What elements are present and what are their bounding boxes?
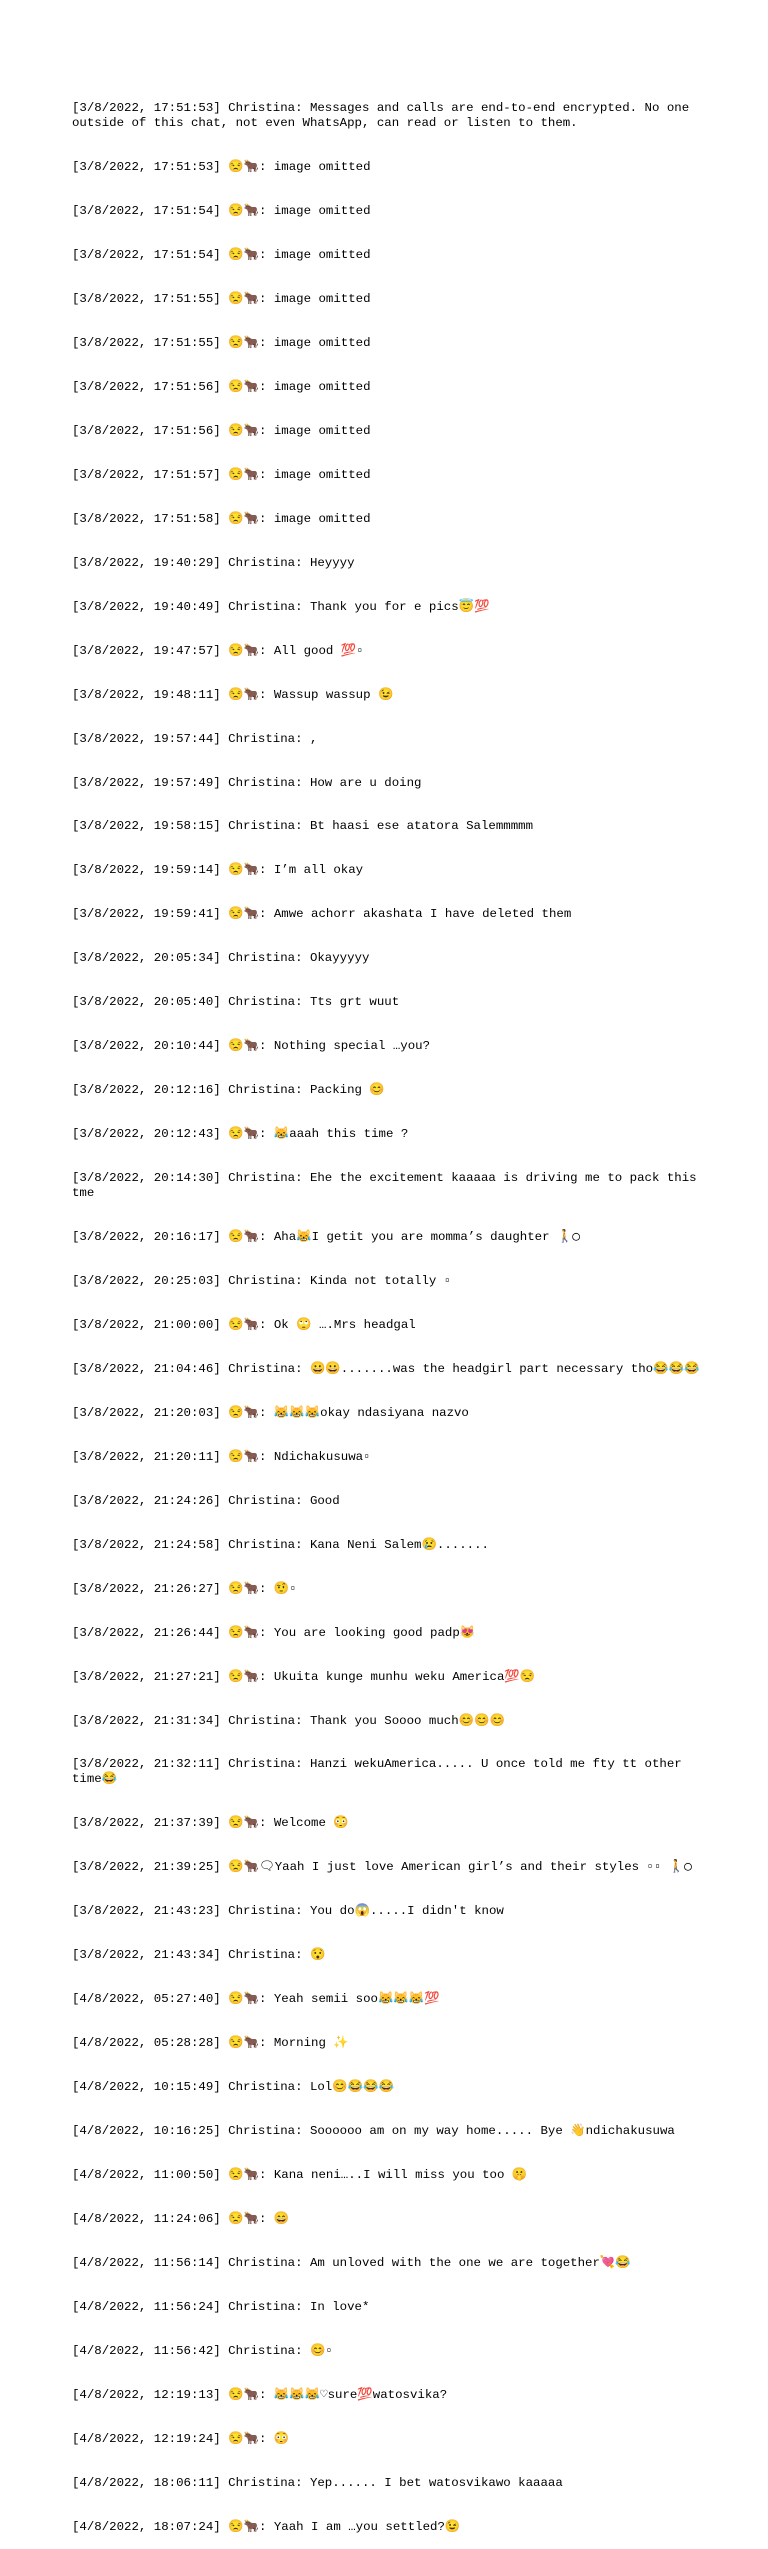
chat-line: [3/8/2022, 20:12:16] Christina: Packing 😊 xyxy=(72,1083,385,1098)
chat-line: [3/8/2022, 21:43:34] Christina: 😯 xyxy=(72,1948,326,1962)
chat-line: [3/8/2022, 21:04:46] Christina: 😀😀.......was the headgirl part necessary tho😂😂😂 xyxy=(72,1361,700,1376)
chat-line: [3/8/2022, 21:32:11] Christina: Hanzi wekuAmerica..... U once told me fty tt other time😂 xyxy=(72,1757,690,1787)
chat-line: [4/8/2022, 05:28:28] 😒🐂: Morning ✨ xyxy=(72,2035,349,2050)
chat-line: [3/8/2022, 17:51:54] 😒🐂: image omitted xyxy=(72,247,371,262)
chat-line: [3/8/2022, 21:24:26] Christina: Good xyxy=(72,1493,340,1508)
chat-line: [4/8/2022, 10:15:49] Christina: Lol😊😂😂😂 xyxy=(72,2079,394,2094)
chat-line: [3/8/2022, 21:00:00] 😒🐂: Ok 🙄 ….Mrs headgal xyxy=(72,1317,416,1332)
chat-line: [3/8/2022, 21:39:25] 😒🐂🗨Yaah I just love American girl’s and their styles ▫▫ 🚶◯ xyxy=(72,1860,692,1875)
chat-line: [3/8/2022, 20:16:17] 😒🐂: Aha😹I getit you are momma’s daughter 🚶◯ xyxy=(72,1229,580,1244)
chat-line: [4/8/2022, 11:00:50] 😒🐂: Kana neni…..I will miss you too 🤫 xyxy=(72,2167,528,2182)
chat-line: [3/8/2022, 19:40:49] Christina: Thank you for e pics😇💯 xyxy=(72,599,490,614)
chat-line: [4/8/2022, 11:56:14] Christina: Am unloved with the one we are together💘😂 xyxy=(72,2255,631,2270)
chat-line: [3/8/2022, 17:51:55] 😒🐂: image omitted xyxy=(72,291,371,306)
chat-line: [3/8/2022, 17:51:56] 😒🐂: image omitted xyxy=(72,379,371,394)
chat-line: [3/8/2022, 19:58:15] Christina: Bt haasi ese atatora Salemmmmm xyxy=(72,819,534,834)
chat-line: [3/8/2022, 19:57:44] Christina: , xyxy=(72,731,318,746)
chat-line: [4/8/2022, 12:19:24] 😒🐂: 😳 xyxy=(72,2431,290,2446)
chat-line: [3/8/2022, 21:26:27] 😒🐂: 🤨▫ xyxy=(72,1581,297,1596)
chat-line: [3/8/2022, 20:12:43] 😒🐂: 😹aaah this time ? xyxy=(72,1127,409,1142)
chat-line: [3/8/2022, 20:10:44] 😒🐂: Nothing special …you? xyxy=(72,1039,431,1054)
chat-line: [3/8/2022, 17:51:53] Christina: Messages and calls are end-to-end encrypted. No one outside of this chat, not even WhatsApp, can read or listen to them. xyxy=(72,101,697,130)
chat-line: [3/8/2022, 17:51:55] 😒🐂: image omitted xyxy=(72,335,371,350)
chat-line: [4/8/2022, 18:07:24] 😒🐂: Yaah I am …you settled?😉 xyxy=(72,2519,461,2534)
chat-transcript xyxy=(72,72,712,2549)
chat-line: [4/8/2022, 12:19:13] 😒🐂: 😹😹😹♡sure💯watosvika? xyxy=(72,2387,448,2402)
chat-line: [3/8/2022, 19:59:14] 😒🐂: I’m all okay xyxy=(72,863,364,878)
chat-line: [3/8/2022, 21:37:39] 😒🐂: Welcome 😳 xyxy=(72,1816,349,1831)
chat-line: [3/8/2022, 21:26:44] 😒🐂: You are looking good padp😻 xyxy=(72,1625,476,1640)
chat-line: [3/8/2022, 21:27:21] 😒🐂: Ukuita kunge munhu weku America💯😒 xyxy=(72,1669,536,1684)
chat-line: [4/8/2022, 18:06:11] Christina: Yep...... I bet watosvikawo kaaaaa xyxy=(72,2475,563,2490)
chat-line: [3/8/2022, 20:25:03] Christina: Kinda not totally ▫ xyxy=(72,1273,452,1288)
chat-line: [3/8/2022, 21:20:03] 😒🐂: 😹😹😹okay ndasiyana nazvo xyxy=(72,1405,469,1420)
chat-line: [4/8/2022, 11:56:24] Christina: In love* xyxy=(72,2299,370,2314)
chat-line: [4/8/2022, 11:56:42] Christina: 😊▫ xyxy=(72,2343,333,2358)
chat-line: [3/8/2022, 17:51:56] 😒🐂: image omitted xyxy=(72,423,371,438)
chat-line: [3/8/2022, 17:51:54] 😒🐂: image omitted xyxy=(72,203,371,218)
chat-line: [3/8/2022, 20:14:30] Christina: Ehe the excitement kaaaaa is driving me to pack this tme xyxy=(72,1171,705,1200)
chat-line: [4/8/2022, 05:27:40] 😒🐂: Yeah semii soo😹😹😹💯 xyxy=(72,1991,440,2006)
chat-line: [3/8/2022, 19:40:29] Christina: Heyyyy xyxy=(72,555,355,570)
chat-line: [4/8/2022, 10:16:25] Christina: Soooooo am on my way home..... Bye 👋ndichakusuwa xyxy=(72,2123,675,2138)
chat-line: [3/8/2022, 21:43:23] Christina: You do😱.....I didn't know xyxy=(72,1904,504,1919)
chat-line: [3/8/2022, 21:20:11] 😒🐂: Ndichakusuwa▫ xyxy=(72,1449,371,1464)
chat-line: [3/8/2022, 21:31:34] Christina: Thank you Soooo much😊😊😊 xyxy=(72,1713,505,1728)
chat-line: [3/8/2022, 21:24:58] Christina: Kana Neni Salem😢....... xyxy=(72,1537,489,1552)
chat-line: [3/8/2022, 19:59:41] 😒🐂: Amwe achorr akashata I have deleted them xyxy=(72,907,572,922)
chat-line: [3/8/2022, 19:48:11] 😒🐂: Wassup wassup 😉 xyxy=(72,687,394,702)
chat-line: [3/8/2022, 19:57:49] Christina: How are u doing xyxy=(72,775,422,790)
chat-line: [3/8/2022, 19:47:57] 😒🐂: All good 💯▫ xyxy=(72,643,364,658)
chat-line: [3/8/2022, 17:51:53] 😒🐂: image omitted xyxy=(72,159,371,174)
chat-line: [4/8/2022, 11:24:06] 😒🐂: 😄 xyxy=(72,2211,290,2226)
chat-line: [3/8/2022, 20:05:40] Christina: Tts grt wuut xyxy=(72,995,400,1010)
chat-line: [3/8/2022, 17:51:57] 😒🐂: image omitted xyxy=(72,467,371,482)
chat-line: [3/8/2022, 17:51:58] 😒🐂: image omitted xyxy=(72,511,371,526)
chat-line: [3/8/2022, 20:05:34] Christina: Okayyyyy xyxy=(72,951,370,966)
